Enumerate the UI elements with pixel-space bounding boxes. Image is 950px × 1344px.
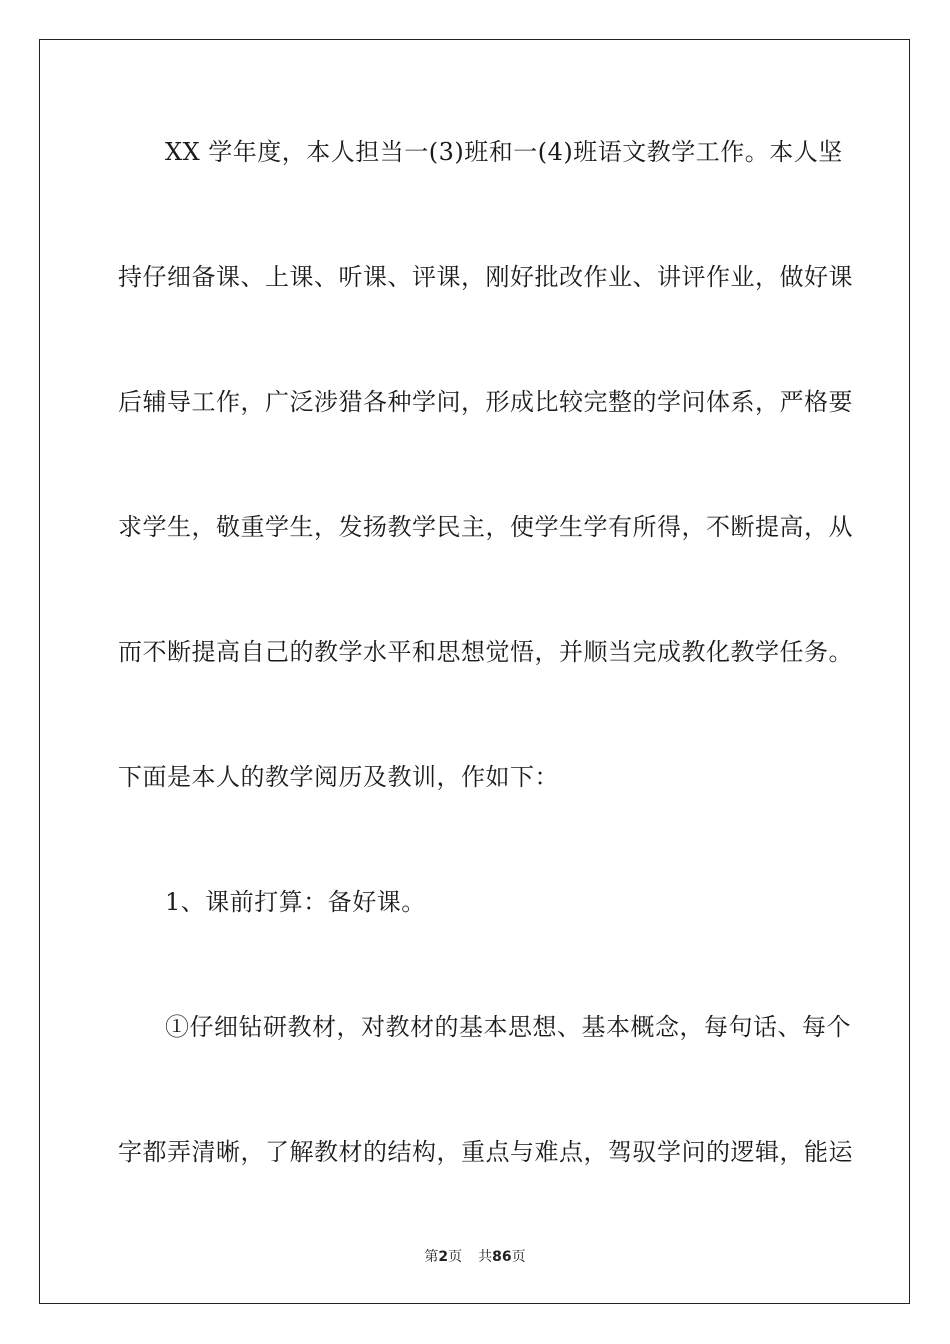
paragraph-1-line-1: XX 学年度，本人担当一(3)班和一(4)班语文教学工作。本人坚 — [165, 138, 843, 166]
paragraph-1-line-6: 下面是本人的教学阅历及教训，作如下： — [118, 763, 559, 791]
page-border — [39, 39, 910, 1304]
footer-total-pages: 86 — [492, 1249, 512, 1265]
paragraph-1-line-3: 后辅导工作，广泛涉猎各种学问，形成比较完整的学问体系，严格要 — [118, 388, 853, 416]
paragraph-1-line-5: 而不断提高自己的教学水平和思想觉悟，并顺当完成教化教学任务。 — [118, 638, 853, 666]
page-footer — [0, 1246, 950, 1266]
section-1-heading: 1、课前打算：备好课。 — [165, 888, 426, 916]
footer-page-prefix: 第 — [424, 1249, 439, 1265]
paragraph-2-line-2: 字都弄清晰，了解教材的结构，重点与难点，驾驭学问的逻辑，能运 — [118, 1138, 853, 1166]
footer-total-prefix: 共 — [478, 1249, 493, 1265]
paragraph-1-line-4: 求学生，敬重学生，发扬教学民主，使学生学有所得，不断提高，从 — [118, 513, 853, 541]
paragraph-1-line-2: 持仔细备课、上课、听课、评课，刚好批改作业、讲评作业，做好课 — [118, 263, 853, 291]
paragraph-2-line-1: ①仔细钻研教材，对教材的基本思想、基本概念，每句话、每个 — [165, 1013, 851, 1041]
footer-page-suffix: 页 — [448, 1249, 463, 1265]
footer-page-number: 2 — [438, 1249, 449, 1265]
footer-total-suffix: 页 — [511, 1249, 526, 1265]
